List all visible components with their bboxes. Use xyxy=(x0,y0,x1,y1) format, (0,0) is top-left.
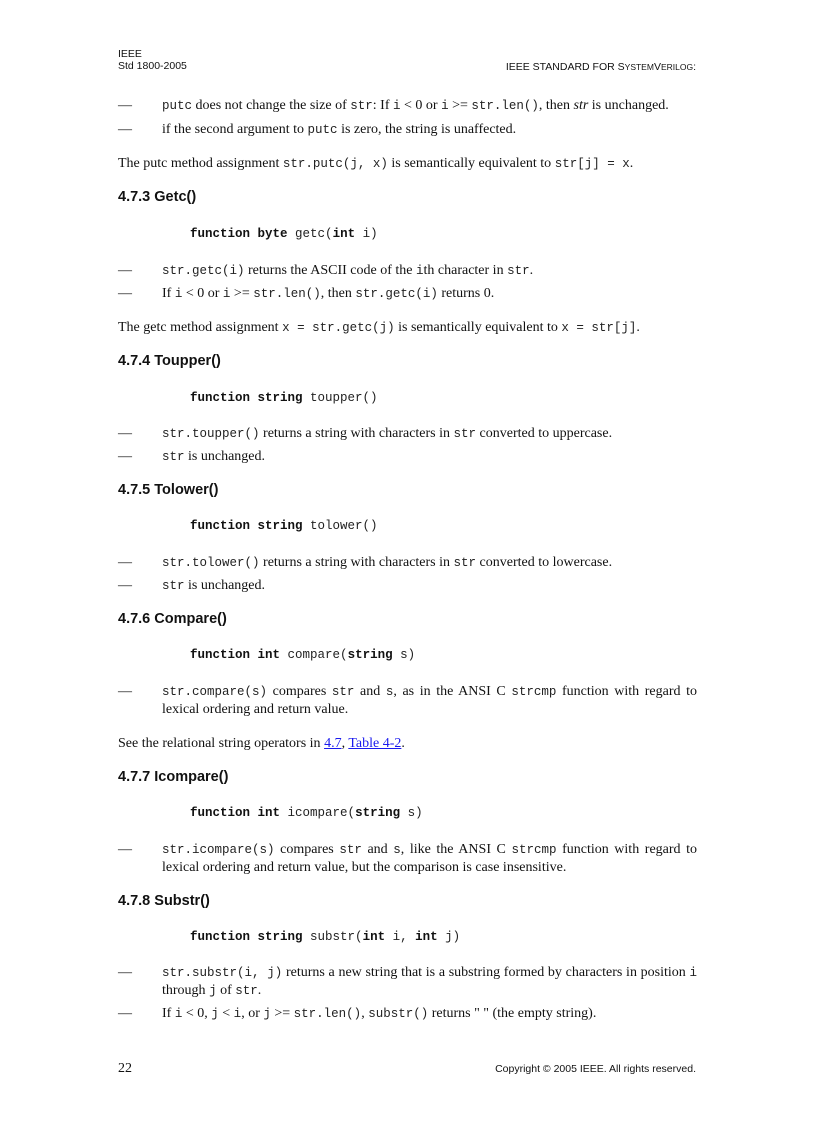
tolower-signature: function string tolower() xyxy=(190,519,378,533)
header-std-number: Std 1800-2005 xyxy=(118,60,187,72)
link-table-4-2[interactable]: Table 4-2 xyxy=(348,736,402,751)
bullet-dash: — xyxy=(118,965,132,980)
bullet-dash: — xyxy=(118,263,132,278)
toupper-bullet-2: str is unchanged. xyxy=(162,449,265,464)
substr-signature: function string substr(int i, int j) xyxy=(190,930,461,944)
page-number: 22 xyxy=(118,1061,132,1076)
section-heading-icompare: 4.7.7 Icompare() xyxy=(118,769,229,785)
header-org: IEEE xyxy=(118,48,142,60)
section-heading-toupper: 4.7.4 Toupper() xyxy=(118,353,221,369)
bullet-dash: — xyxy=(118,426,132,441)
putc-bullet-1: putc does not change the size of str: If i < 0 or i >= str.len(), then str is unchanged. xyxy=(162,98,669,113)
bullet-dash: — xyxy=(118,684,132,699)
getc-bullet-2: If i < 0 or i >= str.len(), then str.getc(i) returns 0. xyxy=(162,286,495,301)
getc-signature: function byte getc(int i) xyxy=(190,227,378,241)
putc-paragraph: The putc method assignment str.putc(j, x) is semantically equivalent to str[j] = x. xyxy=(118,156,634,171)
bullet-dash: — xyxy=(118,122,132,137)
section-heading-substr: 4.7.8 Substr() xyxy=(118,893,210,909)
icompare-signature: function int icompare(string s) xyxy=(190,806,423,820)
tolower-bullet-1: str.tolower() returns a string with characters in str converted to lowercase. xyxy=(162,555,613,570)
bullet-dash: — xyxy=(118,98,132,113)
compare-paragraph: See the relational string operators in 4.7, Table 4-2. xyxy=(118,736,405,751)
section-heading-getc: 4.7.3 Getc() xyxy=(118,189,197,205)
link-section-4-7[interactable]: 4.7 xyxy=(324,736,342,751)
substr-bullet-2: If i < 0, j < i, or j >= str.len(), substr() returns " " (the empty string). xyxy=(162,1006,597,1021)
putc-bullet-2: if the second argument to putc is zero, the string is unaffected. xyxy=(162,122,517,137)
getc-paragraph: The getc method assignment x = str.getc(j) is semantically equivalent to x = str[j]. xyxy=(118,320,640,335)
toupper-bullet-1: str.toupper() returns a string with characters in str converted to uppercase. xyxy=(162,426,613,441)
bullet-dash: — xyxy=(118,1006,132,1021)
icompare-bullet-1: str.icompare(s) compares str and s, like the ANSI C strcmp function with regard to lexical ordering and return value, but the comparison is case insensitive. xyxy=(162,842,697,875)
bullet-dash: — xyxy=(118,555,132,570)
getc-bullet-1: str.getc(i) returns the ASCII code of the ith character in str. xyxy=(162,263,534,278)
tolower-bullet-2: str is unchanged. xyxy=(162,578,265,593)
bullet-dash: — xyxy=(118,578,132,593)
compare-bullet-1: str.compare(s) compares str and s, as in the ANSI C strcmp function with regard to lexical ordering and return value. xyxy=(162,684,698,717)
copyright-notice: Copyright © 2005 IEEE. All rights reserved. xyxy=(495,1063,696,1075)
section-heading-compare: 4.7.6 Compare() xyxy=(118,611,227,627)
bullet-dash: — xyxy=(118,449,132,464)
compare-signature: function int compare(string s) xyxy=(190,648,416,662)
section-heading-tolower: 4.7.5 Tolower() xyxy=(118,482,219,498)
substr-bullet-1: str.substr(i, j) returns a new string that is a substring formed by characters in position i through j of str. xyxy=(162,965,697,998)
bullet-dash: — xyxy=(118,842,132,857)
header-title: IEEE STANDARD FOR SYSTEMVERILOG: xyxy=(505,61,696,73)
toupper-signature: function string toupper() xyxy=(190,391,378,405)
bullet-dash: — xyxy=(118,286,132,301)
